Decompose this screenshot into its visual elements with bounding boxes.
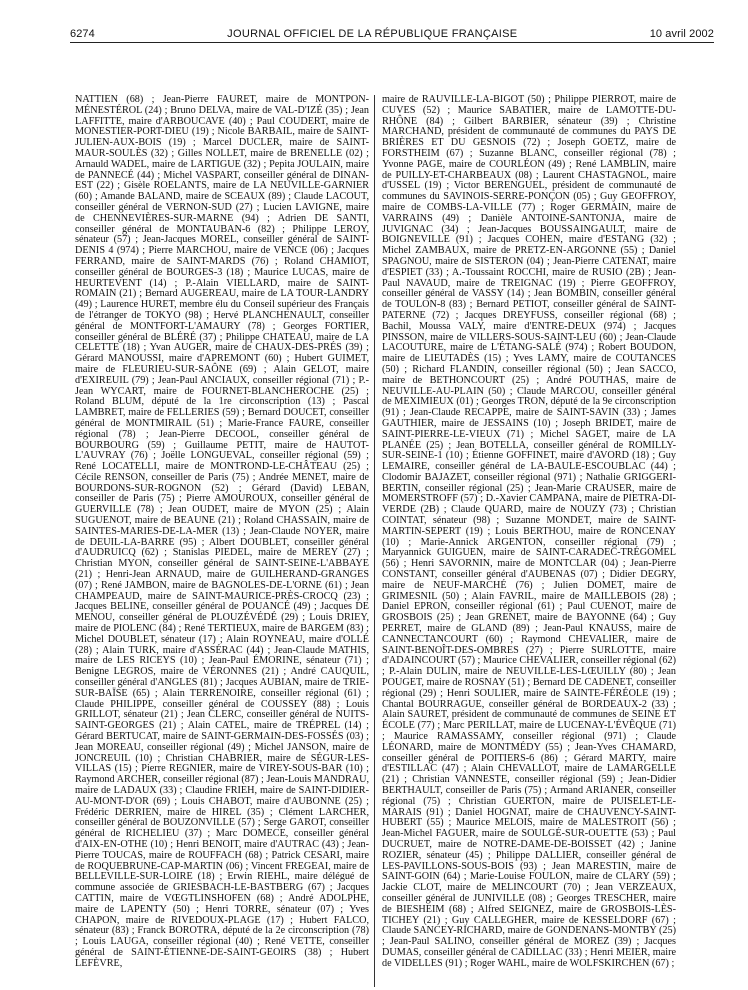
column-divider [374, 95, 375, 987]
journal-title: JOURNAL OFFICIEL DE LA RÉPUBLIQUE FRANÇAISE [227, 28, 518, 40]
publication-date: 10 avril 2002 [649, 28, 714, 40]
text-column-left: NATTIEN (68) ; Jean-Pierre FAURET, maire de MONTPON-MÉNESTÉROL (24) ; Bruno DELVA, maire de VAL-D'IZÉ (35) ; Jean LAFFITTE, maire d'ARBOUCAVE (40) ; Paul COUDERT, maire de MONESTIER-PORT-DIEU (19) ; Nicole BARBAIL, maire de SAINT-JULIEN-AUX-BOIS (19) ; Marcel DUCLER, maire de SAINT-MAUR-SOULÈS (32) ; Gilles NOLLET, maire de BRENELLE (02) ; Arnauld WADEL, maire de LARTIGUE (32) ; Pepita JOULAIN, maire de PANNECÉ (44) ; Michel VASPART, conseiller général de DINAN-EST (22) ; Gisèle ROELANTS, maire de LA NEUVILLE-GARNIER (60) ; Amande BALAND, maire de SCEAUX (89) ; Claude LACOUT, conseiller général de VERNON-SUD (27) ; Lucien LAVIGNE, maire de CHENNEVIÈRES-SUR-MARNE (94) ; Adrien DE SANTI, conseiller général de MONTAUBAN-6 (82) ; Philippe LEROY, sénateur (57) ; Jean-Jacques MOREL, conseiller général de SAINT-DENIS 4 (974) ; Pierre MARCHOU, maire de VENCE (06) ; Jacques FERRAND, maire de SAINT-MARDS (76) ; Roland CHAMIOT, conseiller général de BOURGES-3 (18) ; Maurice LUCAS, maire de HEURTEVENT (14) ; P.-Alain VIELLARD, maire de SAINT-ROMAIN (21) ; Bernard AUGEREAU, maire de LA TOUR-LANDRY (49) ; Laurence HURET, membre élu du Conseil supérieur des Français de l'étranger de TOKYO (98) ; Hervé PLANCHENAULT, conseiller général de MONTFORT-L'AMAURY (78) ; Georges FORTIER, conseiller général de BLÉRÉ (37) ; Philippe CHATEAU, maire de LA CELETTE (18) ; Yvan AUGER, maire de CHAUX-DES-PRÉS (39) ; Gérard MANOUSSI, maire d'APREMONT (60) ; Hubert GUIMET, maire de FLEURIEU-SUR-SAÔNE (69) ; Alain GELOT, maire d'EXIREUIL (79) ; Jean-Paul ANCIAUX, conseiller régional (71) ; P.-Jean WYCART, maire de FOURNET-BLANCHEROCHE (25) ; Roland BLUM, député de la 1re circonscription (13) ; Pascal LAMBRET, maire de FELLERIES (59) ; Bernard DOUCET, conseiller général de MONTMIRAIL (51) ; Marie-France FAURE, conseiller régional (78) ; Jean-Pierre DECOOL, conseiller général de BOURBOURG (59) ; Guillaume PETIT, maire de HAUTOT-L'AUVRAY (76) ; Joëlle LONGUEVAL, conseiller régional (59) ; René LOCATELLI, maire de MONTROND-LE-CHÂTEAU (25) ; Cécile RENSON, conseiller de Paris (75) ; Andrée MENET, maire de BOURDONS-SUR-ROGNON (52) ; Gérard (David) LEBAN, conseiller de Paris (75) ; Pierre AMOUROUX, conseiller général de GUERVILLE (78) ; Jean OUDET, maire de MYON (25) ; Alain SUGUENOT, maire de BEAUNE (21) ; Roland CHASSAIN, maire de SAINTES-MARIES-DE-LA-MER (13) ; Jean-Claude NOYER, maire de DEUIL-LA-BARRE (95) ; Albert DOUBLET, conseiller général d'AUDRUICQ (62) ; Stanislas PIEDEL, maire de MEREY (27) ; Christian MYON, conseiller général de SAINT-SEINE-L'ABBAYE (21) ; Henri-Jean ARNAUD, maire de GUILHERAND-GRANGES (07) ; René JAMBON, maire de BAGNOLES-DE-L'ORNE (61) ; Jean CHAMPEAUD, maire de SAINT-MAURICE-PRÈS-CROCQ (23) ; Jacques BELINE, conseiller général de POUANCÉ (49) ; Jacques DE MENOU, conseiller général de PLOUZÉVÉDÉ (29) ; Louis DRIEY, maire de PIOLENC (84) ; René TERTIEUX, maire de BARGEM (83) ; Michel DOUBLET, sénateur (17) ; Alain ROYNEAU, maire d'OLLÉ (28) ; Alain TURK, maire d'ASSÉRAC (44) ; Jean-Claude MATHIS, maire de LES RICEYS (10) ; Jean-Paul ÉMORINE, sénateur (71) ; Benigne LEGROS, maire de VÉRONNES (21) ; André CAUQUIL, conseiller général d'ANGLES (81) ; Jacques AUBIAN, maire de TRIE-SUR-BAÏSE (65) ; Alain TERRENOIRE, conseiller régional (61) ; Claude PHILIPPE, conseiller général de COUSSEY (88) ; Louis GRILLOT, sénateur (21) ; Jean CLERC, conseiller général de NUITS-SAINT-GEORGES (21) ; Alain CATEL, maire de TRÉPREL (14) ; Gérard BERTUCAT, maire de SAINT-GERMAIN-DES-FOSSÉS (03) ; Jean MOREAU, conseiller régional (49) ; Michel JANSON, maire de JONCREUIL (10) ; Christian CHABRIER, maire de SÉGUR-LES-VILLAS (15) ; Pierre REGNIER, maire de VIREY-SOUS-BAR (10) ; Raymond ARCHER, conseiller régional (87) ; Jean-Louis MANDRAU, maire de LADAUX (33) ; Claudine FRIEH, maire de SAINT-DIDIER-AU-MONT-D'OR (69) ; Louis CHABOT, maire d'AUBONNE (25) ; Frédéric DERRIEN, maire de HIREL (35) ; Clément LARCHER, conseiller général de BOUZONVILLE (57) ; Serge GAROT, conseiller général de RICHELIEU (37) ; Marc DOMECE, conseiller général d'AIX-EN-OTHE (10) ; Henri BENOIT, maire d'AUTRAC (43) ; Jean-Pierre TOUCAS, maire de ROUFFACH (68) ; Patrick CESARI, maire de ROQUEBRUNE-CAP-MARTIN (06) ; Vincent FREGEAI, maire de BELLEVILLE-SUR-LOIRE (18) ; Erwin RIEHL, maire délégué de commune associée de GRIESBACH-LE-BASTBERG (67) ; Jacques CATTIN, maire de VŒGTLINSHOFEN (68) ; André ADOLPHE, maire de LAPENTY (50) ; Henri TORRE, sénateur (07) ; Yves CHAPON, maire de RIVEDOUX-PLAGE (17) ; Hubert FALCO, sénateur (83) ; Franck BOROTRA, député de la 2e circonscription (78) ; Louis LAUGA, conseiller régional (40) ; René VETTE, conseiller général de SAINT-ÉTIENNE-DE-SAINT-GEOIRS (38) ; Hubert LEFÈVRE, [75, 94, 369, 969]
page-number: 6274 [70, 28, 95, 40]
header-rule [70, 42, 714, 43]
text-column-right: maire de RAUVILLE-LA-BIGOT (50) ; Philippe PIERROT, maire de CUVES (52) ; Maurice SABATIER, maire de LAMOTTE-DU-RHÔNE (84) ; Gilbert BARBIER, sénateur (39) ; Christine MARCHAND, président de communauté de communes du PAYS DE BRIÈRES ET DU GESNOIS (72) ; Joseph GOETZ, maire de FORSTHEIM (67) ; Suzanne BLANC, conseiller régional (78) ; Yvonne PAGE, maire de COURLÉON (49) ; René LAMBLIN, maire de PUILLY-ET-CHARBEAUX (08) ; Laurent CHASTAGNOL, maire d'USSEL (19) ; Victor BERENGUEL, président de communauté de communes du SAVINOIS-SERRE-PONÇON (05) ; Guy GEOFFROY, maire de COMBS-LA-VILLE (77) ; Roger GERMAIN, maire de VARRAINS (49) ; Danièle ANTOINE-SANTONJA, maire de JUVIGNAC (34) ; Jean-Jacques BOUSSAINGAULT, maire de BOIGNEVILLE (91) ; Jacques COHEN, maire d'ESTANG (32) ; Michel ZAMBAUX, maire de PRETZ-EN-ARGONNE (55) ; Daniel SPAGNOU, maire de SISTERON (04) ; Jean-Pierre CATENAT, maire d'ESPIET (33) ; A.-Toussaint ROCCHI, maire de RUSIO (2B) ; Jean-Paul NAVAUD, maire de TREIGNAC (19) ; Pierre GEOFFROY, conseiller général de VASSY (14) ; Jean BOMBIN, conseiller général de TOULON-8 (83) ; Bernard PETIOT, conseiller général de SAINT-PATERNE (72) ; Jacques DREYFUSS, conseiller régional (68) ; Bachil, Moussa VALY, maire d'ENTRE-DEUX (974) ; Jacques PINSSON, maire de VILLERS-SOUS-SAINT-LEU (60) ; Jean-Claude LACOUTURE, maire de L'ÉTANG-SALÉ (974) ; Robert BOUDON, maire de LIEUTADÈS (15) ; Yves LAMY, maire de COUTANCES (50) ; Richard FLANDIN, conseiller régional (50) ; Jean SACCO, maire de BETHONCOURT (25) ; André POUTHAS, maire de NEUVILLE-AU-PLAIN (50) ; Claude MARCOU, conseiller général de MEXIMIEUX (01) ; Georges TRON, député de la 9e circonscription (91) ; Jean-Claude RECAPPE, maire de SAINT-SAVIN (33) ; James GAUTHIER, maire de JESSAINS (10) ; Joseph BRIDET, maire de SAINT-PIERRE-LE-VIEUX (71) ; Michel SAGET, maire de LA PLANÉE (25) ; Jean BOTELLA, conseiller général de ROMILLY-SUR-SEINE-1 (10) ; Étienne GOFFINET, maire d'AVORD (18) ; Guy LEMAIRE, conseiller général de LA-BAULE-ESCOUBLAC (44) ; Clodomir BAJAZET, conseiller régional (971) ; Nathalie GRIGGERI-BERTIN, conseiller régional (25) ; Jean-Marie CRAUSER, maire de MOMERSTROFF (57) ; D.-Xavier CAMPANA, maire de PIETRA-DI-VERDE (2B) ; Claude QUARD, maire de NOUZY (73) ; Christian COINTAT, sénateur (98) ; Suzanne MONDET, maire de SAINT-MARTIN-SEPERT (19) ; Louis BERTHOU, maire de RONCENAY (10) ; Marie-Annick ARGENTON, conseiller régional (79) ; Maryannick GUIGUEN, maire de SAINT-CARADEC-TRÉGOMEL (56) ; Henri SAVORNIN, maire de MONTCLAR (04) ; Jean-Pierre CONSTANT, conseiller général d'AUBENAS (07) ; Didier DEGRY, maire de NEUF-MARCHÉ (76) ; Julien DOMET, maire de GRIMESNIL (50) ; Alain FAVRIL, maire de MAILLEBOIS (28) ; Daniel EPRON, conseiller régional (61) ; Paul CUENOT, maire de GROSBOIS (25) ; Jean GRENET, maire de BAYONNE (64) ; Guy PERRET, maire de GLAND (89) ; Jean-Paul KNAUSS, maire de CANNECTANCOURT (60) ; Raymond CHEVALIER, maire de SAINT-BENOÎT-DES-OMBRES (27) ; Pierre SURLOTTE, maire d'ADAINCOURT (57) ; Maurice CHEVALIER, conseiller régional (62) ; P.-Alain DULIN, maire de NEUVILLE-LES-LŒUILLY (80) ; Jean POUGET, maire de ROSNAY (51) ; Bernard DE CADENET, conseiller régional (29) ; Henri SOULIER, maire de SAINTE-FÉRÉOLE (19) ; Chantal BOURRAGUE, conseiller général de BORDEAUX-2 (33) ; Alain SAURET, président de communauté de communes de SEINE ET ÉCOLE (77) ; Marc PERILLAT, maire de LUCENAY-L'ÉVÊQUE (71) ; Maurice RAMASSAMY, conseiller régional (971) ; Claude LÉONARD, maire de MONTMÉDY (55) ; Jean-Yves CHAMARD, conseiller général de POITIERS-6 (86) ; Gérard MARTY, maire d'ESTILLAC (47) ; Alain CHEVALLOT, maire de LAMARGELLE (21) ; Christian VANNESTE, conseiller régional (59) ; Jean-Didier BERTHAULT, conseiller de Paris (75) ; Armand ARIANER, conseiller régional (75) ; Christian GUERTON, maire de PUISELET-LE-MARAIS (91) ; Daniel HOGNAT, maire de CHAUVENCY-SAINT-HUBERT (55) ; Maurice MELOIS, maire de MALESTROIT (56) ; Jean-Michel FAGUER, maire de SOULGÉ-SUR-OUETTE (53) ; Paul DUCRUET, maire de NOTRE-DAME-DE-BOISSET (42) ; Janine ROZIER, sénateur (45) ; Philippe DALLIER, conseiller général de LES-PAVILLONS-SOUS-BOIS (93) ; Jean MARESTIN, maire de SAINT-GOIN (64) ; Marie-Louise FOULON, maire de CLARY (59) ; Jackie CLOT, maire de MELINCOURT (70) ; Jean VERZEAUX, conseiller général de JUNIVILLE (08) ; Georges TRESCHER, maire de BIESHEIM (68) ; Alfred SEIGNEZ, maire de GROSBOIS-LÈS-TICHEY (21) ; Guy CALLEGHER, maire de KESSELDORF (67) ; Claude SANCEY-RICHARD, maire de GONDENANS-MONTBY (25) ; Jean-Paul SALINO, conseiller général de MOREZ (39) ; Jacques DUMAS, conseiller général de CADILLAC (33) ; Henri MEIER, maire de VIDELLES (91) ; Roger WAHL, maire de WOLFSKIRCHEN (67) ; [382, 94, 676, 969]
page-header [70, 18, 714, 40]
